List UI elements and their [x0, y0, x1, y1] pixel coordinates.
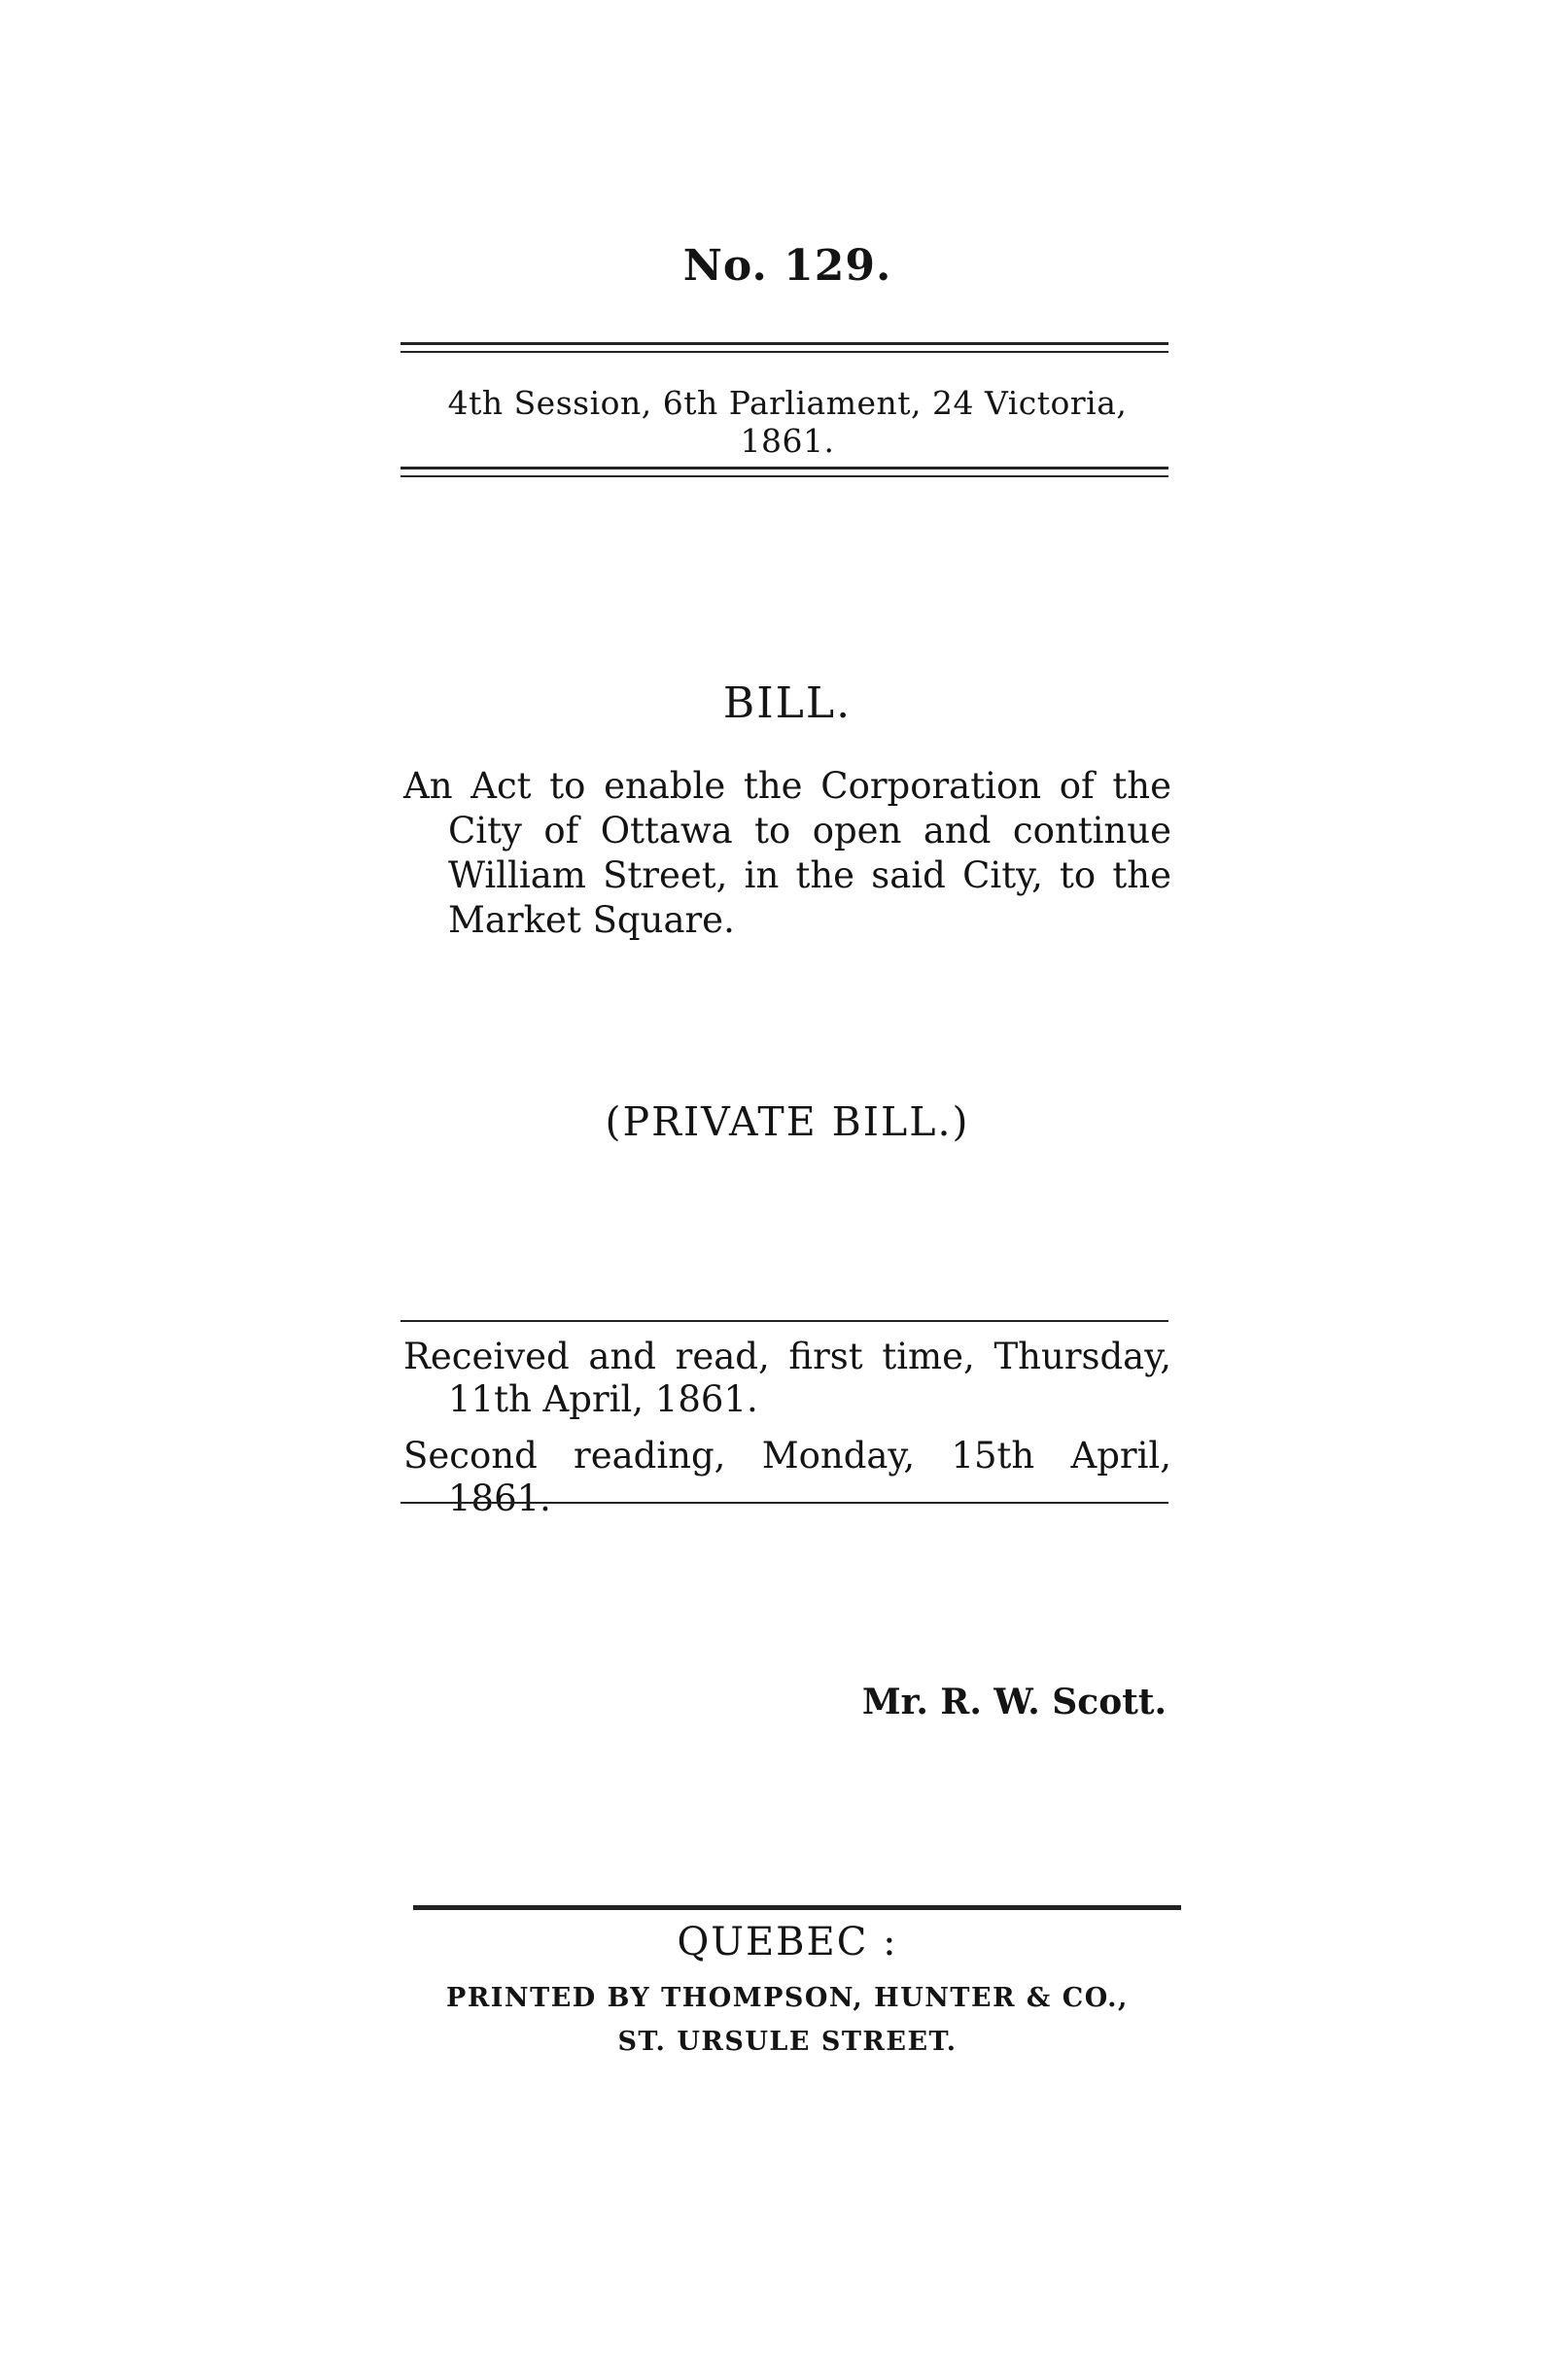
- imprint-street: ST. URSULE STREET.: [617, 2027, 958, 2057]
- bill-number: No. 129.: [682, 241, 892, 291]
- bill-type: (PRIVATE BILL.): [605, 1098, 970, 1145]
- readings-bottom-rule: [401, 1502, 1168, 1504]
- bill-heading: BILL.: [722, 678, 853, 728]
- first-reading: Received and read, first time, Thursday, 11th April, 1861.: [403, 1336, 1171, 1420]
- second-reading: Second reading, Monday, 15th April, 1861.: [403, 1435, 1171, 1519]
- session-line: 4th Session, 6th Parliament, 24 Victoria, 1861.: [447, 384, 1128, 460]
- session-double-rule: [401, 467, 1168, 469]
- readings-top-rule: [401, 1320, 1168, 1322]
- readings-section: [403, 1336, 1171, 1534]
- act-title: An Act to enable the Corporation of the City of Ottawa to open and continue William Street, in the said City, to the Market Square.: [403, 765, 1171, 941]
- top-double-rule: [401, 342, 1168, 345]
- sponsor-name: Mr. R. W. Scott.: [861, 1682, 1167, 1722]
- imprint-printer: PRINTED BY THOMPSON, HUNTER & CO.,: [446, 1983, 1129, 2013]
- imprint-rule: [413, 1905, 1181, 1910]
- imprint-city: QUEBEC :: [677, 1920, 898, 1964]
